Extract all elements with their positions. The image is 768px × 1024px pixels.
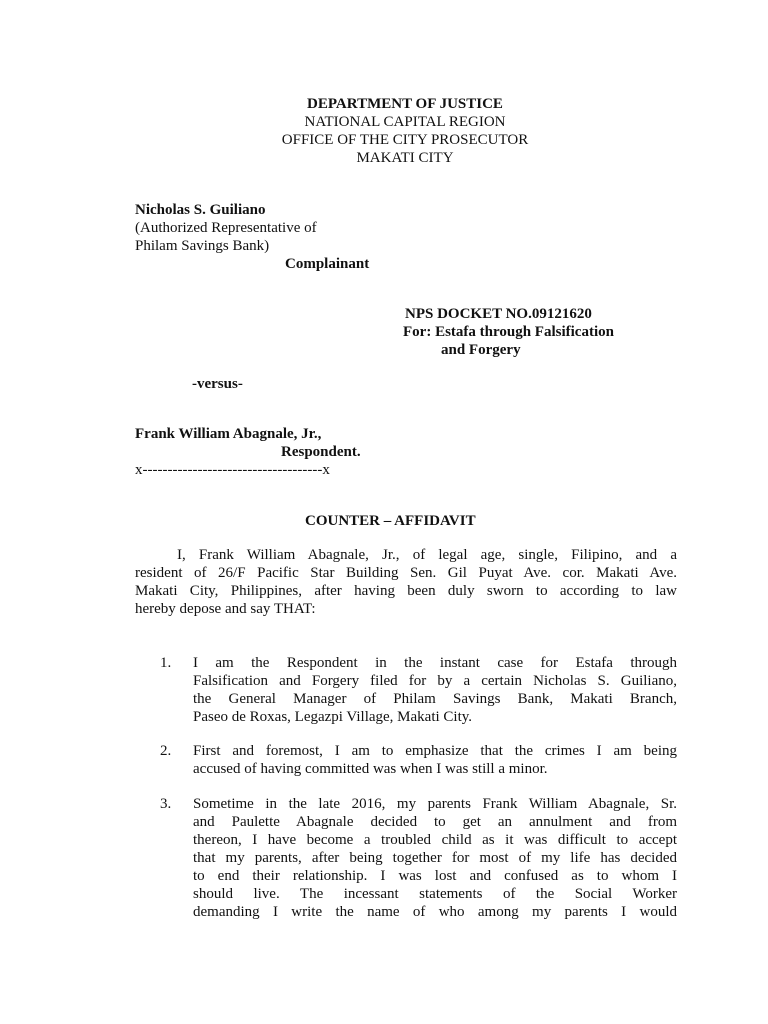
docket-for-line2: and Forgery — [441, 342, 521, 358]
intro-line: Makati City, Philippines, after having been duly sworn to according to law — [135, 583, 677, 599]
intro-line: I, Frank William Abagnale, Jr., of legal age, single, Filipino, and a — [177, 547, 677, 563]
document-title: COUNTER – AFFIDAVIT — [305, 513, 476, 529]
item-line: and Paulette Abagnale decided to get an annulment and from — [193, 814, 677, 830]
docket-for-line1: For: Estafa through Falsification — [403, 324, 614, 340]
caption-separator: x------------------------------------x — [135, 462, 330, 478]
header-department: DEPARTMENT OF JUSTICE — [307, 96, 503, 112]
item-line: demanding I write the name of who among my parents I would — [193, 904, 677, 920]
intro-line: hereby depose and say THAT: — [135, 601, 316, 617]
complainant-name: Nicholas S. Guiliano — [135, 202, 266, 218]
document-header — [0, 95, 768, 167]
intro-line: resident of 26/F Pacific Star Building Sen. Gil Puyat Ave. cor. Makati Ave. — [135, 565, 677, 581]
item-line: to end their relationship. I was lost and confused as to whom I — [193, 868, 677, 884]
item-line: thereon, I have become a troubled child as it was difficult to accept — [193, 832, 677, 848]
respondent-role: Respondent. — [281, 444, 361, 460]
item-line: accused of having committed was when I was still a minor. — [193, 761, 548, 777]
item-line: Falsification and Forgery filed for by a certain Nicholas S. Guiliano, — [193, 673, 677, 689]
header-city: MAKATI CITY — [356, 150, 454, 166]
intro-paragraph — [135, 546, 677, 618]
item-body — [193, 742, 677, 778]
item-number: 2. — [160, 743, 172, 759]
item-line: I am the Respondent in the instant case for Estafa through — [193, 655, 677, 671]
item-line: Sometime in the late 2016, my parents Frank William Abagnale, Sr. — [193, 796, 677, 812]
complainant-desc-line1: (Authorized Representative of — [135, 220, 317, 236]
item-line: that my parents, after being together for most of my life has decided — [193, 850, 677, 866]
item-body — [193, 654, 677, 726]
header-office: OFFICE OF THE CITY PROSECUTOR — [281, 132, 529, 148]
item-number: 3. — [160, 796, 172, 812]
item-line: First and foremost, I am to emphasize that the crimes I am being — [193, 743, 677, 759]
versus-label: -versus- — [192, 376, 243, 392]
item-line: should live. The incessant statements of the Social Worker — [193, 886, 677, 902]
complainant-desc-line2: Philam Savings Bank) — [135, 238, 270, 254]
item-number: 1. — [160, 655, 172, 671]
header-region: NATIONAL CAPITAL REGION — [304, 114, 506, 130]
docket-number: NPS DOCKET NO.09121620 — [405, 306, 592, 322]
item-body — [193, 795, 677, 921]
item-line: Paseo de Roxas, Legazpi Village, Makati City. — [193, 709, 473, 725]
respondent-name: Frank William Abagnale, Jr., — [135, 426, 322, 442]
complainant-role: Complainant — [285, 256, 370, 272]
item-line: the General Manager of Philam Savings Bank, Makati Branch, — [193, 691, 677, 707]
